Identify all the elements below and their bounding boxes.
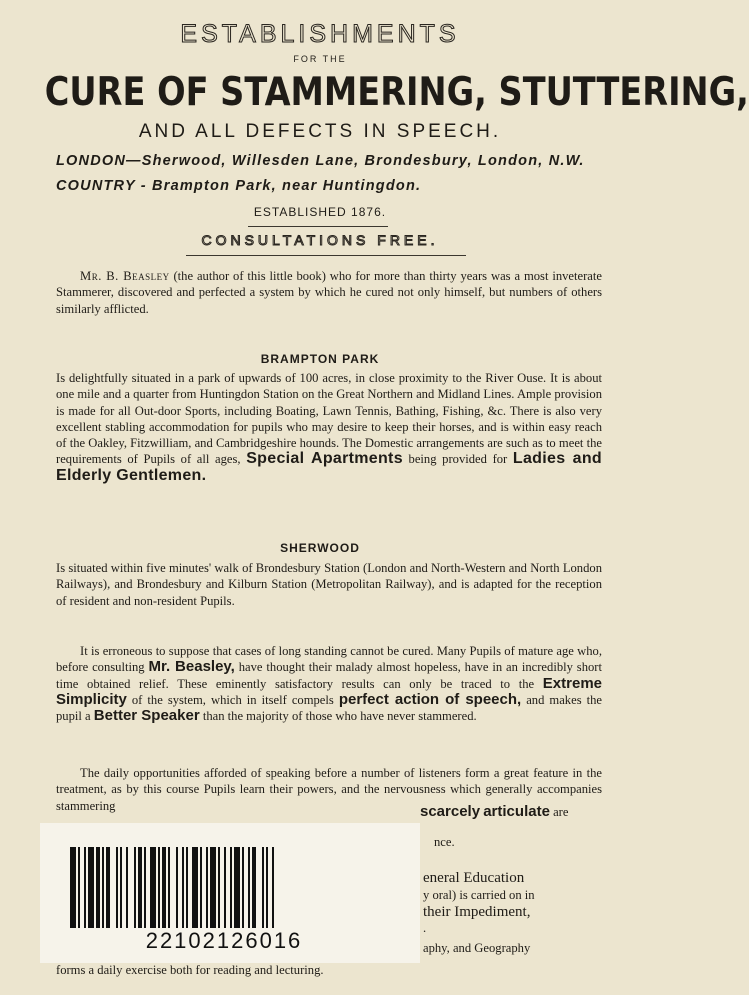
established-year: ESTABLISHED 1876. — [253, 205, 387, 219]
divider-top — [248, 226, 388, 227]
closing-line: forms a daily exercise both for reading and lecturing. — [56, 963, 324, 977]
fragment-period: . — [423, 921, 427, 935]
erroneous-paragraph — [56, 643, 602, 724]
erroneous-text-3: of the system, which in itself compels — [126, 692, 339, 707]
fragment-general-education: eneral Education — [423, 870, 525, 886]
fragment-scarcely — [420, 803, 568, 820]
divider-bottom — [186, 255, 466, 256]
sherwood-paragraph: Is situated within five minutes' walk of Brondesbury Station (London and North-Western and North London Railways), and Brondesbury and Kilburn Station (Metropolitan Railway), and is adapted for the reception of resident and non-resident Pupils. — [56, 561, 602, 608]
fragment-nce: nce. — [434, 835, 455, 849]
better-speaker: Better Speaker — [93, 707, 200, 725]
brampton-heading: BRAMPTON PARK — [260, 352, 380, 366]
heading-for-the: FOR THE — [293, 54, 347, 64]
main-title: CURE OF STAMMERING, STUTTERING, — [44, 70, 749, 115]
brampton-text: Is delightfully situated in a park of upwards of 100 acres, in close proximity to the River Ouse. It is about one mile and a quarter from Huntingdon Station on the Great Northern and Midland Lines. Ample provision is made for all Out-door Sports, including Boating, Lawn Tennis, Bathing, Fishing, &c. There is also very excellent stabling accommodation for pupils who may desire to keep their horses, and is within easy reach of the Oakley, Fitzwilliam, and Cambridgeshire hounds. The Domestic arrangements are such as to meet the requirements of Pupils of all ages, — [56, 371, 602, 467]
are-word: are — [549, 805, 569, 819]
being-provided: being provided for — [402, 452, 513, 467]
location-country: COUNTRY - Brampton Park, near Huntingdon. — [56, 178, 422, 194]
heading-establishments: ESTABLISHMENTS — [180, 20, 460, 48]
brampton-paragraph — [56, 370, 602, 484]
erroneous-text-1: It is erroneous to suppose that cases of long standing cannot be cured. Many Pupils of mature age who, before consulting — [56, 644, 602, 675]
perfect-action: perfect action of speech, — [338, 690, 522, 708]
intro-paragraph — [56, 268, 602, 317]
ladies-gentlemen: Ladies and Elderly Gentlemen. — [56, 450, 602, 484]
beasley-name: Mr. Beasley, — [148, 658, 235, 676]
scarcely-word: scarcely — [420, 803, 481, 820]
sherwood-heading: SHERWOOD — [280, 541, 360, 555]
articulate-word: articulate — [483, 803, 550, 820]
barcode-number: 22102126016 — [64, 928, 384, 954]
fragment-geography: aphy, and Geography — [423, 941, 531, 955]
fragment-impediment: their Impediment, — [423, 904, 531, 920]
erroneous-text-2: have thought their malady almost hopeless, have in an incredibly short time obtained relief. These eminently satisfactory results can only be traced to the — [56, 660, 602, 691]
erroneous-text-4: and makes the pupil a — [56, 692, 603, 724]
erroneous-text-5: than the majority of those who have never stammered. — [199, 709, 477, 724]
consultations-free: CONSULTATIONS FREE. — [201, 232, 439, 248]
intro-text: (the author of this little book) who for more than thirty years was a most inveterate Stammerer, discovered and perfected a system by which he cured not only himself, but numbers of others similarly afflicted. — [56, 269, 602, 316]
special-apartments: Special Apartments — [246, 450, 403, 468]
daily-paragraph: The daily opportunities afforded of speaking before a number of listeners form a great feature in the treatment, as by this course Pupils learn their powers, and the nervousness which generally accompanies stammering — [56, 766, 602, 813]
fragment-oral: y oral) is carried on in — [423, 888, 535, 902]
subtitle: AND ALL DEFECTS IN SPEECH. — [138, 121, 502, 142]
author-name: Mr. B. Beasley — [80, 269, 170, 283]
extreme-simplicity: Extreme Simplicity — [56, 674, 602, 708]
location-london: LONDON—Sherwood, Willesden Lane, Brondesbury, London, N.W. — [56, 153, 585, 169]
library-barcode-label — [40, 823, 420, 963]
